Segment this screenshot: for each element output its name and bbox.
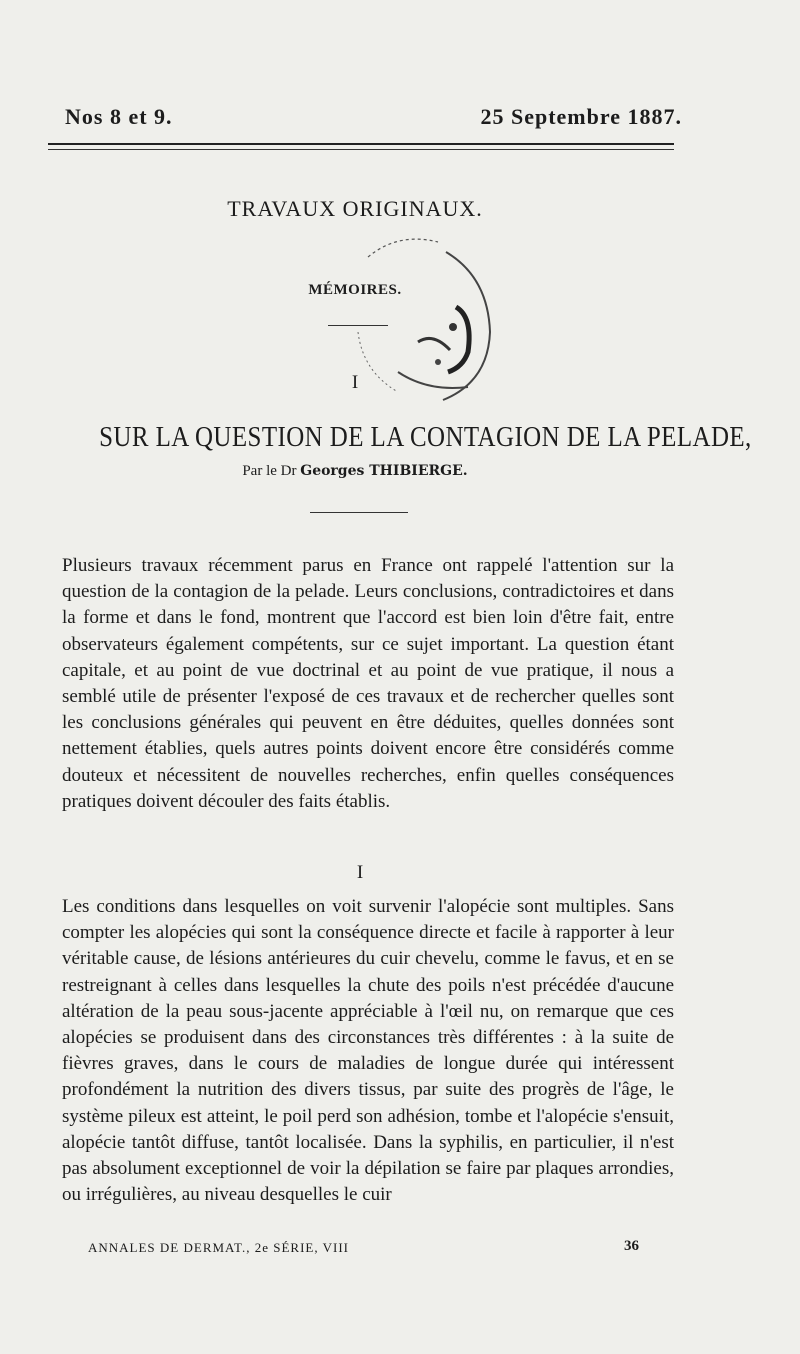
article-title: SUR LA QUESTION DE LA CONTAGION DE LA PELADE, xyxy=(99,421,752,453)
issue-date: 25 Septembre 1887. xyxy=(480,104,682,129)
byline xyxy=(0,463,710,480)
section-title: TRAVAUX ORIGINAUX. xyxy=(227,196,483,221)
issue-number: Nos 8 et 9. xyxy=(65,104,173,129)
byline-prefix: Par le Dr xyxy=(242,463,297,479)
paragraph-2: Les conditions dans lesquelles on voit survenir l'alopécie sont multiples. Sans compter les alopécies qui sont la conséquence directe et facile à rapporter à leur véritable cause, de lésions antérieures du cuir chevelu, comme le favus, et en se restreignant à celles dans lesquelles la chute des poils n'est précédée d'aucune altération de la peau sous-jacente appréciable à l'œil nu, on remarque que ces alopécies se produisent dans des circonstances très différentes : à la suite de fièvres graves, dans le cours de maladies de longue durée qui intéressent profondément la nutrition des divers tissus, par suite des progrès de l'âge, le système pileux est atteint, le poil perd son adhésion, tombe et l'alopécie s'ensuit, alopécie tantôt diffuse, tantôt localisée. Dans la syphilis, en particulier, il n'est pas absolument exceptionnel de voir la dépilation se faire par plaques arrondies, ou irrégulières, au niveau desquelles le cuir xyxy=(62,896,674,1206)
section-subtitle: MÉMOIRES. xyxy=(308,282,402,298)
short-rule xyxy=(328,325,388,326)
section-roman-numeral: I xyxy=(351,372,359,393)
header-rule-thin xyxy=(48,149,674,150)
header-rule xyxy=(48,143,674,145)
journal-footer: ANNALES DE DERMAT., 2e SÉRIE, VIII xyxy=(88,1240,349,1255)
subsection-roman-numeral: I xyxy=(356,862,364,883)
page-number: 36 xyxy=(624,1238,639,1254)
title-rule xyxy=(310,512,408,513)
paragraph-1: Plusieurs travaux récemment parus en France ont rappelé l'attention sur la question de la contagion de la pelade. Leurs conclusions, contradictoires et dans la forme et dans le fond, montrent que l'accord est bien loin d'être fait, entre observateurs également compétents, sur ce sujet important. La question étant capitale, et au point de vue doctrinal et au point de vue pratique, il nous a semblé utile de présenter l'exposé de ces travaux et de rechercher quelles sont les conclusions générales qui peuvent en être déduites, quelles données sont nettement établies, quels autres points doivent encore être considérés comme douteux et nécessitent de nouvelles recherches, enfin quelles conséquences pratiques doivent découler des faits établis. xyxy=(62,555,674,812)
author-name: Georges THIBIERGE. xyxy=(300,463,468,479)
